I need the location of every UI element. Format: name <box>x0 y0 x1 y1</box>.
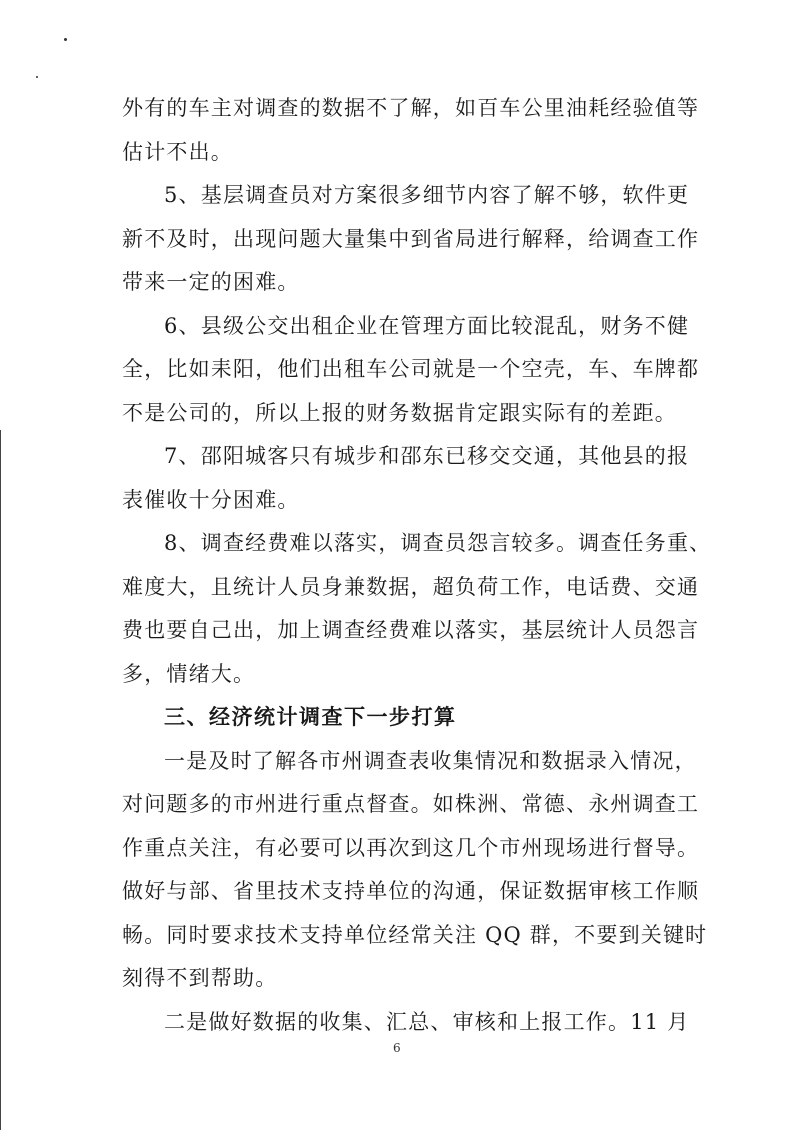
body-line: 8、调查经费难以落实，调查员怨言较多。调查任务重、 <box>164 531 712 555</box>
body-line: 带来一定的困难。 <box>122 270 300 294</box>
body-line: 做好与部、省里技术支持单位的沟通，保证数据审核工作顺 <box>122 879 700 903</box>
body-line: 全，比如耒阳，他们出租车公司就是一个空壳，车、车牌都 <box>122 357 700 381</box>
body-line: 对问题多的市州进行重点督查。如株洲、常德、永州调查工 <box>122 792 700 816</box>
section-heading: 三、经济统计调查下一步打算 <box>164 705 457 729</box>
body-line: 不是公司的，所以上报的财务数据肯定跟实际有的差距。 <box>122 401 677 425</box>
body-line: 费也要自己出，加上调查经费难以落实，基层统计人员怨言 <box>122 618 700 642</box>
body-line: 一是及时了解各市州调查表收集情况和数据录入情况， <box>164 749 697 773</box>
body-line: 外有的车主对调查的数据不了解，如百车公里油耗经验值等 <box>122 96 700 120</box>
scan-speck <box>64 38 67 41</box>
body-line: 多，情绪大。 <box>122 662 256 686</box>
scan-edge-mark <box>0 430 1 1130</box>
body-line: 估计不出。 <box>122 140 233 164</box>
body-line: 难度大，且统计人员身兼数据，超负荷工作，电话费、交通 <box>122 575 700 599</box>
body-line: 7、邵阳城客只有城步和邵东已移交交通，其他县的报 <box>164 444 690 468</box>
body-line: 5、基层调查员对方案很多细节内容了解不够，软件更 <box>164 183 690 207</box>
body-line: 6、县级公交出租企业在管理方面比较混乱，财务不健 <box>164 314 690 338</box>
page-number: 6 <box>393 1041 401 1055</box>
body-line: 刻得不到帮助。 <box>122 966 278 990</box>
body-line: 畅。同时要求技术支持单位经常关注 QQ 群，不要到关键时 <box>122 923 708 947</box>
body-line: 作重点关注，有必要可以再次到这几个市州现场进行督导。 <box>122 836 700 860</box>
body-line: 二是做好数据的收集、汇总、审核和上报工作。11 月 <box>164 1010 690 1034</box>
body-line: 表催收十分困难。 <box>122 488 300 512</box>
scan-speck <box>36 76 38 78</box>
body-line: 新不及时，出现问题大量集中到省局进行解释，给调查工作 <box>122 227 700 251</box>
